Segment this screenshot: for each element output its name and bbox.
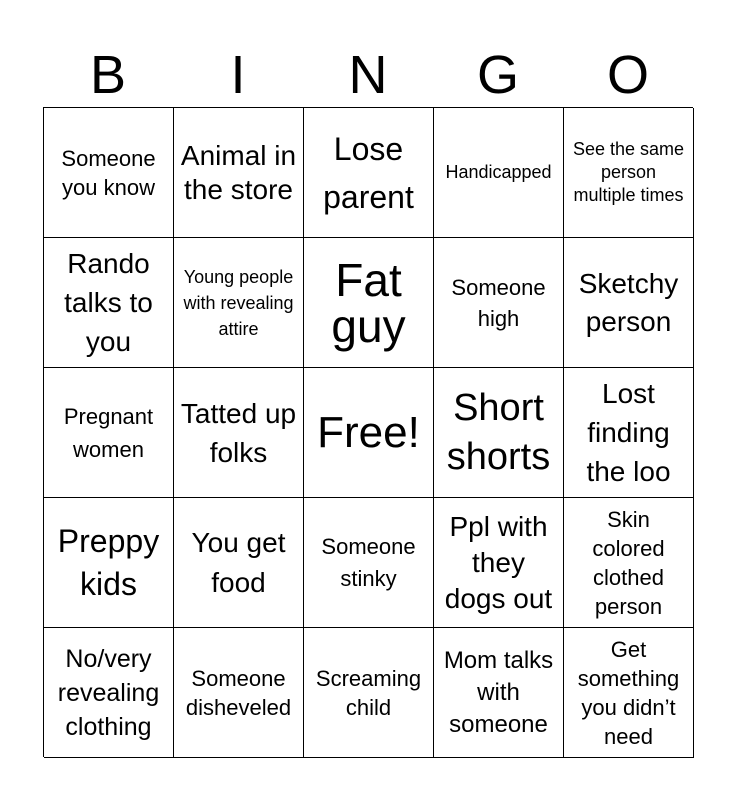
header-letter-o: O [606,45,649,105]
cell-label: Someone high [451,274,546,331]
bingo-cell[interactable] [44,498,174,628]
bingo-cell[interactable] [434,498,564,628]
cell-label: Tatted up folks [180,397,297,468]
bingo-cell[interactable] [564,368,694,498]
bingo-cell[interactable] [434,238,564,368]
cell-label: Animal in the store [180,139,297,205]
bingo-cell[interactable] [564,238,694,368]
header-letter-b: B [89,45,127,105]
cell-label: Lost finding the loo [586,378,671,487]
cell-label: See the same person multiple times [572,139,685,205]
bingo-cell[interactable] [304,108,434,238]
cell-label: Pregnant women [63,403,154,462]
cell-label: Screaming child [315,665,422,720]
bingo-cell[interactable] [304,238,434,368]
bingo-cell[interactable] [44,108,174,238]
cell-label: Handicapped [445,162,552,182]
cell-label: Skin colored clothed person [592,506,665,619]
cell-label: Get something you didn’t need [577,636,680,749]
cell-label: Fat guy [331,253,406,352]
bingo-cell[interactable] [564,498,694,628]
cell-label: Preppy kids [57,522,160,602]
cell-label: Someone disheveled [185,665,292,720]
bingo-cell[interactable] [44,368,174,498]
cell-label: You get food [191,526,286,598]
cell-label: No/very revealing clothing [57,644,160,741]
bingo-cell[interactable] [304,628,434,758]
bingo-cell[interactable] [44,628,174,758]
cell-label: Sketchy person [578,267,679,337]
bingo-cell[interactable] [44,238,174,368]
bingo-cell[interactable] [434,368,564,498]
cell-label: Someone you know [61,145,156,200]
cell-label: Rando talks to you [64,248,153,357]
bingo-cell[interactable] [174,108,304,238]
header-letter-i: I [230,45,246,105]
header-letter-g: G [476,45,519,105]
free-space-label: Free! [317,407,420,457]
bingo-cell[interactable] [174,238,304,368]
cell-label: Mom talks with someone [443,646,554,738]
cell-label: Young people with revealing attire [183,266,294,339]
bingo-cell[interactable] [304,368,434,498]
bingo-cell[interactable] [174,368,304,498]
cell-label: Someone stinky [321,533,416,591]
bingo-board [43,107,693,757]
bingo-cell[interactable] [174,628,304,758]
bingo-cell[interactable] [564,628,694,758]
bingo-cell[interactable] [304,498,434,628]
bingo-cell[interactable] [434,628,564,758]
header-letter-n: N [348,45,388,105]
cell-label: Short shorts [446,386,551,478]
bingo-header [43,44,693,106]
cell-label: Ppl with they dogs out [444,510,553,614]
cell-label: Lose parent [323,130,414,215]
bingo-cell[interactable] [174,498,304,628]
bingo-cell[interactable] [564,108,694,238]
bingo-cell[interactable] [434,108,564,238]
